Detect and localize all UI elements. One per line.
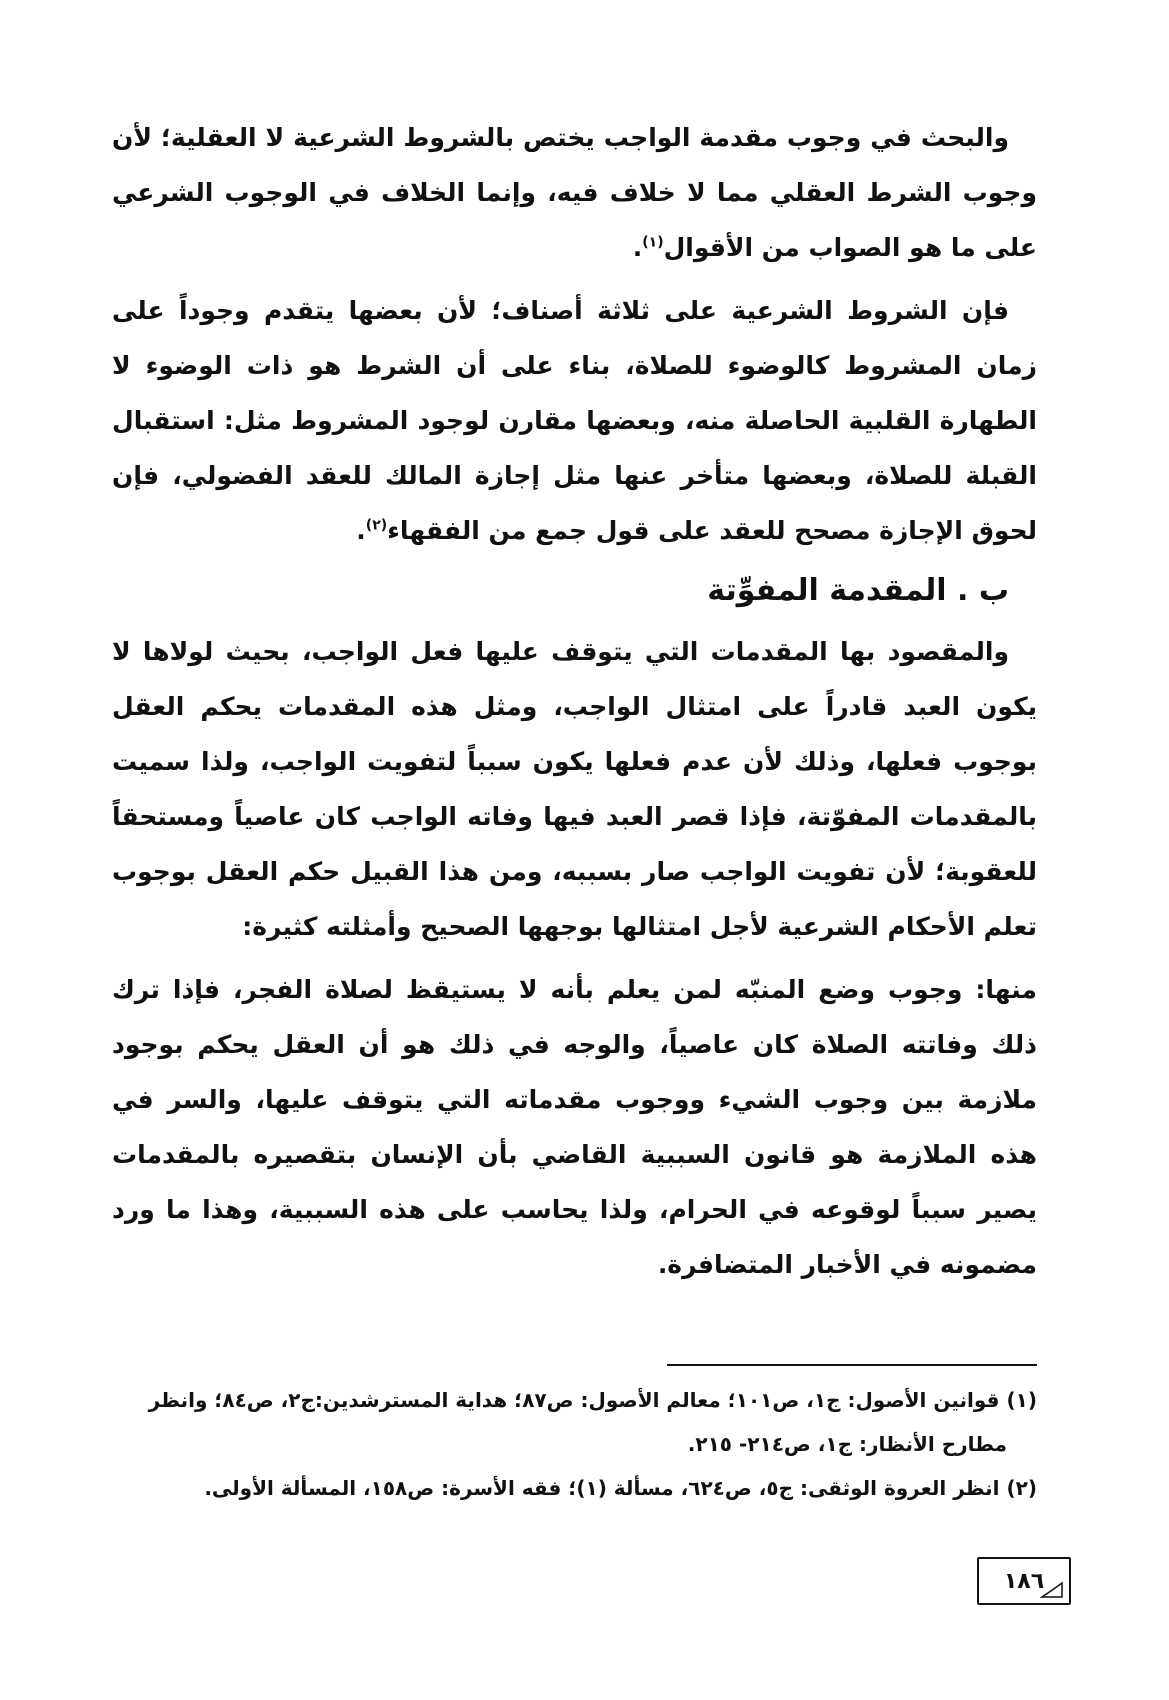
page-curl-icon: [1040, 1581, 1064, 1599]
footnote-2: (٢) انظر العروة الوثقى: ج٥، ص٦٢٤، مسألة (١)؛ فقه الأسرة: ص١٥٨، المسألة الأولى.: [204, 1476, 1037, 1500]
main-text: [112, 110, 1037, 1300]
footnote-1: (١) قوانين الأصول: ج١، ص١٠١؛ معالم الأصول: ص٨٧؛ هداية المسترشدين:ج٢، ص٨٤؛ وانظر: [148, 1388, 1037, 1412]
paragraph-4: منها: وجوب وضع المنبّه لمن يعلم بأنه لا يستيقظ لصلاة الفجر، فإذا ترك ذلك وفاتته الصلاة كان عاصياً، والوجه في ذلك هو أن العقل يحكم بوجود ملازمة بين وجوب الشيء ووجوب مقدماته التي يتوقف عليها، والسر في هذه الملازمة هو قانون السببية القاضي بأن الإنسان بتقصيره بالمقدمات يصير سبباً لوقوعه في الحرام، ولذا يحاسب على هذه السببية، وهذا ما ورد مضمونه في الأخبار المتضافرة.: [112, 975, 1037, 1279]
footnotes: [112, 1378, 1037, 1510]
footnote-ref-2: (٢): [365, 517, 388, 534]
footnote-separator: [667, 1364, 1037, 1366]
page-number-label: ١٨٦: [1003, 1568, 1045, 1594]
footnote-1-continued: مطارح الأنظار: ج١، ص٢١٤- ٢١٥.: [687, 1432, 1007, 1456]
paragraph-1: والبحث في وجوب مقدمة الواجب يختص بالشروط الشرعية لا العقلية؛ لأن وجوب الشرط العقلي مما لا خلاف فيه، وإنما الخلاف في الوجوب الشرعي على ما هو الصواب من الأقوال$^{(١)}$.: [112, 123, 1037, 262]
paragraph-4-lead: منها:: [975, 975, 1037, 1004]
section-heading: ب . المقدمة المفوِّتة: [707, 573, 1009, 608]
footnote-ref-1: (١): [642, 234, 664, 251]
paragraph-2: فإن الشروط الشرعية على ثلاثة أصناف؛ لأن بعضها يتقدم وجوداً على زمان المشروط كالوضوء للصلاة، بناء على أن الشرط هو ذات الوضوء لا الطهارة القلبية الحاصلة منه، وبعضها مقارن لوجود المشروط مثل: استقبال القبلة للصلاة، وبعضها متأخر عنها مثل إجازة المالك للعقد الفضولي، فإن لحوق الإجازة مصحح للعقد على قول جمع من الفقهاء$^{(٢)}$.: [112, 296, 1037, 545]
paragraph-3: والمقصود بها المقدمات التي يتوقف عليها فعل الواجب، بحيث لولاها لا يكون العبد قادراً على امتثال الواجب، ومثل هذه المقدمات يحكم العقل بوجوب فعلها، وذلك لأن عدم فعلها يكون سبباً لتفويت الواجب، ولذا سميت بالمقدمات المفوّتة، فإذا قصر العبد فيها وفاته الواجب كان عاصياً ومستحقاً للعقوبة؛ لأن تفويت الواجب صار بسببه، ومن هذا القبيل حكم العقل بوجوب تعلم الأحكام الشرعية لأجل امتثالها بوجهها الصحيح وأمثلته كثيرة:: [112, 637, 1037, 941]
